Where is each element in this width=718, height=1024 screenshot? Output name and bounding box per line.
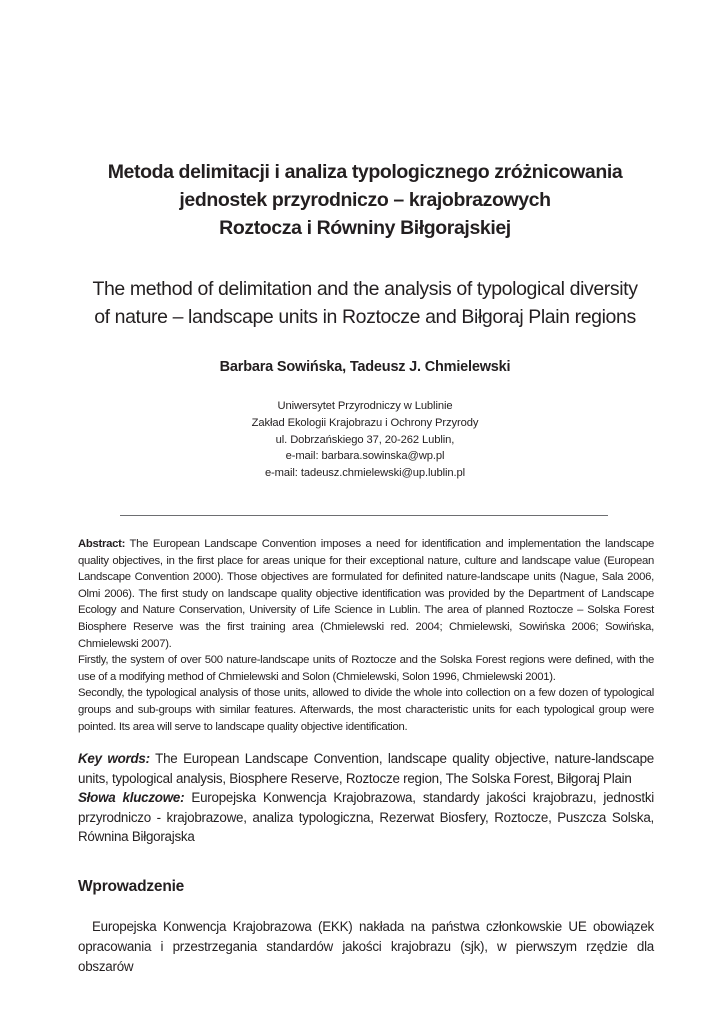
intro-paragraph: Europejska Konwencja Krajobrazowa (EKK) nakłada na państwa członkowskie UE obowiązek opracowania i przestrzegania standardów jakości krajobrazu (sjk), w pierwszym rzędzie dla obszarów	[78, 919, 654, 974]
authors: Barbara Sowińska, Tadeusz J. Chmielewski	[219, 359, 511, 375]
keywords-english	[78, 749, 654, 788]
keywords-polish	[78, 788, 654, 847]
affiliation-department: Zakład Ekologii Krajobrazu i Ochrony Przyrody	[251, 416, 479, 429]
title-polish-line-3: Roztocza i Równiny Biłgorajskiej	[219, 217, 511, 239]
affiliation	[40, 398, 690, 482]
keywords	[78, 749, 654, 847]
abstract-label: Abstract:	[78, 538, 126, 550]
affiliation-university: Uniwersytet Przyrodniczy w Lublinie	[277, 400, 453, 412]
title-polish-line-2: jednostek przyrodniczo – krajobrazowych	[179, 189, 551, 211]
affiliation-email-1: e-mail: barbara.sowinska@wp.pl	[285, 450, 445, 463]
abstract	[78, 536, 654, 735]
section-heading: Wprowadzenie	[78, 878, 185, 895]
divider-rule	[120, 515, 608, 516]
keywords-english-text: The European Landscape Convention, landscape quality objective, nature-landscape units, typological analysis, Biosphere Reserve, Roztocze region, The Solska Forest, Biłgoraj Plain	[78, 751, 654, 786]
title-polish-line-1: Metoda delimitacji i analiza typologicznego zróżnicowania	[107, 161, 623, 183]
affiliation-email-2: e-mail: tadeusz.chmielewski@up.lublin.pl	[264, 467, 466, 480]
abstract-paragraph-1	[78, 536, 654, 652]
keywords-polish-label: Słowa kluczowe:	[78, 790, 185, 805]
title-english-line-2: of nature – landscape units in Roztocze and Biłgoraj Plain regions	[94, 306, 636, 328]
keywords-english-label: Key words:	[78, 751, 150, 766]
keywords-polish-text: Europejska Konwencja Krajobrazowa, standardy jakości krajobrazu, jednostki przyrodniczo - krajobrazowe, analiza typologiczna, Rezerwat Biosfery, Roztocze, Puszcza Solska, Równina Biłgorajska	[78, 790, 654, 844]
abstract-text-1: The European Landscape Convention imposes a need for identification and implementation the landscape quality objectives, in the first place for areas unique for their exceptional nature, culture and landscape value (European Landscape Convention 2000). Those objectives are formulated for definited nature-landscape units (Nague, Sala 2006, Olmi 2006). The first study on landscape quality objective identification was provided by the Department of Landscape Ecology and Nature Conservation, University of Life Science in Lublin. The area of planned Roztocze – Solska Forest Biosphere Reserve was the first training area (Chmielewski red. 2004; Chmielewski, Sowińska 2006; Sowińska, Chmielewski 2007).	[78, 538, 654, 650]
affiliation-address: ul. Dobrzańskiego 37, 20-262 Lublin,	[275, 433, 455, 446]
title-english	[40, 275, 690, 331]
abstract-paragraph-3: Secondly, the typological analysis of those units, allowed to divide the whole into collection on a few dozen of typological groups and sub-groups with similar features. Afterwards, the most characteristic units for each typological group were pointed. Its area will serve to landscape quality objective identification.	[78, 687, 654, 733]
intro-section	[78, 917, 654, 977]
title-english-line-1: The method of delimitation and the analysis of typological diversity	[92, 278, 638, 300]
abstract-paragraph-2: Firstly, the system of over 500 nature-landscape units of Roztocze and the Solska Forest regions were defined, with the use of a modifying method of Chmielewski and Solon (Chmielewski, Solon 1996, Chmielewski 2001).	[78, 654, 654, 683]
title-polish	[40, 158, 690, 242]
